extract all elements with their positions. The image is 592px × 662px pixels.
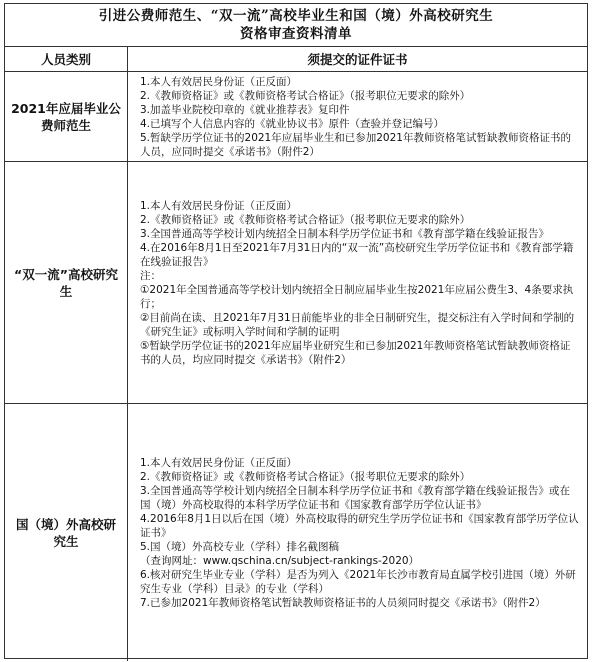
list-item: 7.已参加2021年教师资格笔试暂缺教师资格证书的人员须同时提交《承诺书》（附件2） (140, 596, 546, 609)
title-line-2: 资格审查资料清单 (240, 26, 352, 42)
table-header (5, 47, 587, 72)
list-item: 6.核对研究生毕业专业（学科）是否为列入《2021年长沙市教育局直属学校引进国（境）外研究生专业（学科）目录》的专业（学科） (140, 568, 576, 595)
title-line-1: 引进公费师范生、“双一流”高校毕业生和国（境）外高校研究生 (98, 8, 494, 24)
list-item: ②目前尚在读、且2021年7月31日前能毕业的非全日制研究生，提交标注有入学时间和学制的《研究生证》或标明入学时间和学制的证明 (140, 311, 575, 338)
list-item: ⑤暂缺学历学位证书的2021年应届毕业研究生和已参加2021年教师资格笔试暂缺教师资格证书的人员，均应同时提交《承诺书》（附件2） (140, 339, 571, 366)
table-row (5, 72, 587, 162)
document-title (5, 4, 587, 47)
documents-cell (128, 162, 587, 403)
list-item: 1.本人有效居民身份证（正反面） (140, 456, 298, 469)
list-item: 4.已填写个人信息内容的《就业协议书》原件（查验并登记编号） (140, 117, 445, 130)
list-item: 1.本人有效居民身份证（正反面） (140, 75, 298, 88)
list-item: 3.加盖毕业院校印章的《就业推荐表》复印件 (140, 103, 350, 116)
table-row (5, 162, 587, 404)
list-item: ①2021年全国普通高等学校计划内统招全日制应届毕业生按2021年应届公费生3、4条要求执行； (140, 283, 574, 310)
list-item: 5.暂缺学历学位证书的2021年应届毕业生和已参加2021年教师资格笔试暂缺教师资格证书的人员，应同时提交《承诺书》（附件2） (140, 131, 571, 158)
header-documents: 须提交的证件证书 (307, 52, 408, 67)
list-item: 2.《教师资格证》或《教师资格考试合格证》（报考职位无要求的除外） (140, 213, 471, 226)
header-category: 人员类别 (5, 47, 128, 71)
document-sheet (4, 3, 588, 659)
documents-cell (128, 404, 587, 661)
category-cell: 2021年应届毕业公费师范生 (5, 72, 128, 161)
query-url: （查询网址：www.qschina.cn/subject-rankings-2020） (140, 554, 420, 567)
list-item: 3.全国普通高等学校计划内统招全日制本科学历学位证书和《教育部学籍在线验证报告》 (140, 227, 550, 240)
category-cell: “双一流”高校研究生 (5, 162, 128, 403)
list-item: 4.2016年8月1日以后在国（境）外高校取得的研究生学历学位证书和《国家教育部学历学位认证书》 (140, 512, 579, 539)
list-item: 5.国（境）外高校专业（学科）排名截图稿 (140, 540, 340, 553)
documents-cell (128, 72, 587, 161)
list-item: 2.《教师资格证》或《教师资格考试合格证》（报考职位无要求的除外） (140, 89, 471, 102)
note-label: 注： (140, 269, 161, 282)
list-item: 1.本人有效居民身份证（正反面） (140, 199, 298, 212)
category-cell: 国（境）外高校研究生 (5, 404, 128, 661)
list-item: 2.《教师资格证》或《教师资格考试合格证》（报考职位无要求的除外） (140, 470, 471, 483)
list-item: 4.在2016年8月1日至2021年7月31日内的“双一流”高校研究生学历学位证书和《教育部学籍在线验证报告》 (140, 241, 574, 268)
table-row (5, 404, 587, 661)
list-item: 3.全国普通高等学校计划内统招全日制本科学历学位证书和《教育部学籍在线验证报告》或在国（境）外高校取得的本科学历学位证书和《国家教育部学历学位认证书》 (140, 484, 571, 511)
